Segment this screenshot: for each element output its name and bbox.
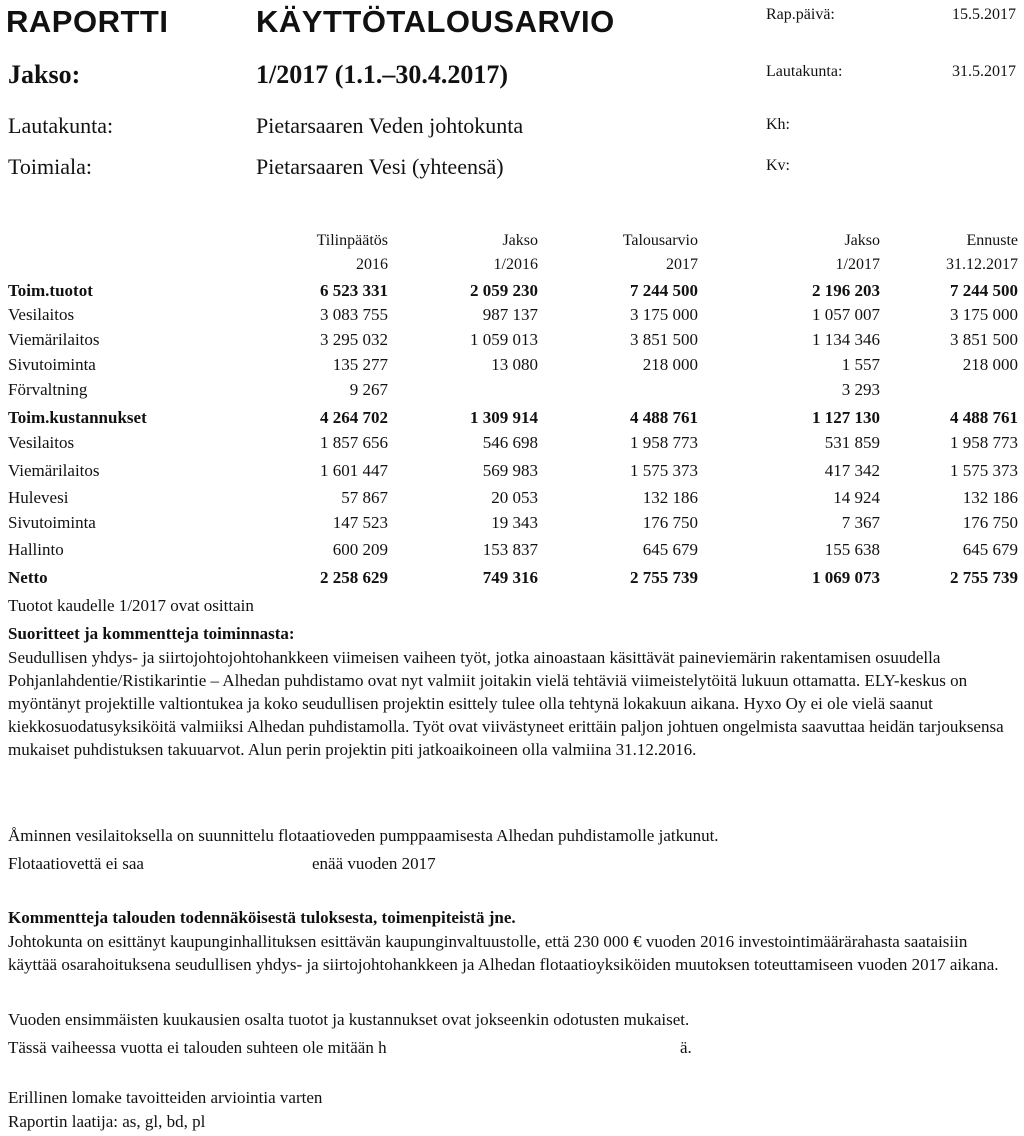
row-label: Viemärilaitos bbox=[8, 461, 100, 480]
table-note: Tuotot kaudelle 1/2017 ovat osittain bbox=[8, 596, 254, 615]
table-row bbox=[0, 431, 1024, 455]
cell: 153 837 bbox=[482, 540, 538, 559]
cell: 135 277 bbox=[332, 355, 388, 374]
cell: 3 295 032 bbox=[320, 330, 388, 349]
activities-paragraph: Åminnen vesilaitoksella on suunnittelu flotaatioveden pumppaamisesta Alhedan puhdistamolle jatkunut. bbox=[8, 826, 719, 845]
cell: 20 053 bbox=[491, 488, 538, 507]
report-title: KÄYTTÖTALOUSARVIO bbox=[256, 4, 615, 39]
sector-value: Pietarsaaren Vesi (yhteensä) bbox=[256, 154, 504, 179]
cell: 1 601 447 bbox=[320, 461, 388, 480]
cell: 3 083 755 bbox=[320, 305, 388, 324]
col-header-1: Tilinpäätös 2016 bbox=[316, 232, 388, 273]
report-date-label: Rap.päivä: bbox=[766, 6, 835, 23]
cell: 749 316 bbox=[482, 568, 538, 587]
cell: 1 057 007 bbox=[812, 305, 880, 324]
cell: 600 209 bbox=[332, 540, 388, 559]
table-row bbox=[0, 353, 1024, 377]
cell: 2 258 629 bbox=[320, 568, 388, 587]
table-row bbox=[0, 566, 1024, 590]
cell: 1 127 130 bbox=[812, 408, 880, 427]
economy-paragraph: Vuoden ensimmäisten kuukausien osalta tuotot ja kustannukset ovat jokseenkin odotusten mukaiset. bbox=[8, 1010, 690, 1029]
row-label: Viemärilaitos bbox=[8, 330, 100, 349]
cell: 1 575 373 bbox=[630, 461, 698, 480]
cell: 1 309 914 bbox=[470, 408, 538, 427]
cell: 14 924 bbox=[833, 488, 880, 507]
table-row bbox=[0, 511, 1024, 535]
table-row bbox=[0, 406, 1024, 430]
cell: 1 069 073 bbox=[812, 568, 880, 587]
economy-heading: Kommentteja talouden todennäköisestä tuloksesta, toimenpiteistä jne. bbox=[8, 908, 516, 927]
row-label: Toim.kustannukset bbox=[8, 408, 147, 427]
period-value: 1/2017 (1.1.–30.4.2017) bbox=[256, 60, 509, 89]
cell: 218 000 bbox=[962, 355, 1018, 374]
cell: 531 859 bbox=[824, 433, 880, 452]
cell: 1 575 373 bbox=[950, 461, 1018, 480]
row-label: Toim.tuotot bbox=[8, 281, 93, 300]
board-value: Pietarsaaren Veden johtokunta bbox=[256, 113, 524, 138]
table-row bbox=[0, 328, 1024, 352]
row-label: Vesilaitos bbox=[8, 433, 75, 452]
cell: 3 175 000 bbox=[950, 305, 1018, 324]
cell: 3 851 500 bbox=[950, 330, 1018, 349]
cell: 1 557 bbox=[841, 355, 880, 374]
cell: 132 186 bbox=[962, 488, 1018, 507]
cell: 4 488 761 bbox=[950, 408, 1018, 427]
cell: 57 867 bbox=[341, 488, 388, 507]
report-date-value: 15.5.2017 bbox=[952, 6, 1016, 23]
cell: 2 755 739 bbox=[950, 568, 1018, 587]
cell: 147 523 bbox=[332, 513, 388, 532]
economy-partial-text: ä. bbox=[680, 1038, 692, 1057]
row-label: Vesilaitos bbox=[8, 305, 75, 324]
cell: 1 134 346 bbox=[812, 330, 880, 349]
col-header-4: Jakso 1/2017 bbox=[835, 232, 880, 273]
cell: 2 196 203 bbox=[812, 281, 880, 300]
cell: 176 750 bbox=[642, 513, 698, 532]
board-date-label: Lautakunta: bbox=[766, 63, 843, 80]
cell: 4 264 702 bbox=[320, 408, 388, 427]
kh-label: Kh: bbox=[766, 116, 790, 133]
cell: 417 342 bbox=[824, 461, 880, 480]
activities-paragraph: Seudullisen yhdys- ja siirtojohtojohtohankkeen viimeisen vaiheen työt, jotka ainoastaan käsittävät paineviemärin rakentamisen osuudella Pohjanlahdentie/Ristikarintie – Alhedan puhdistamo ovat nyt valmiit joitakin vielä tehtäviä viimeistelytöitä lukuun ottamatta. ELY-keskus on myöntänyt projektille valtiontukea ja koko seudullisen projektin esittely tulee olla tehtynä lokakuun aikana. Hyxo Oy ei ole vielä saanut kiekkosuodatusyksiköitä valmiiksi Alhedan puhdistamolla. Työt ovat viivästyneet erittäin paljon johtuen ongelmista saavuttaa heidän tarjouksensa mukaiset puhdistuksen takuuarvot. Alun perin projektin piti jatkoaikoineen olla valmiina 31.12.2016. bbox=[8, 648, 1004, 759]
col-header-2: Jakso 1/2016 bbox=[493, 232, 538, 273]
cell: 132 186 bbox=[642, 488, 698, 507]
row-label: Netto bbox=[8, 568, 48, 587]
cell: 9 267 bbox=[349, 380, 388, 399]
cell: 3 851 500 bbox=[630, 330, 698, 349]
economy-partial-text: Tässä vaiheessa vuotta ei talouden suhteen ole mitään h bbox=[8, 1038, 387, 1057]
cell: 645 679 bbox=[642, 540, 698, 559]
table-row bbox=[0, 279, 1024, 303]
cell: 6 523 331 bbox=[320, 281, 388, 300]
row-label: Sivutoiminta bbox=[8, 355, 96, 374]
row-label: Sivutoiminta bbox=[8, 513, 96, 532]
table-row bbox=[0, 486, 1024, 510]
sector-label: Toimiala: bbox=[8, 154, 92, 179]
col-header-5: Ennuste 31.12.2017 bbox=[946, 232, 1018, 273]
row-label: Förvaltning bbox=[8, 380, 88, 399]
footer-line: Raportin laatija: as, gl, bd, pl bbox=[8, 1112, 206, 1131]
board-date-value: 31.5.2017 bbox=[952, 63, 1016, 80]
cell: 569 983 bbox=[482, 461, 538, 480]
economy-paragraph: Johtokunta on esittänyt kaupunginhallituksen esittävän kaupunginvaltuustolle, että 230 000 € vuoden 2016 investointimäärärahasta saataisiin käyttää osarahoituksena seudullisen yhdys- ja siirtojohtohankkeen ja Alhedan flotaatioyksiköiden muutoksen toteuttamiseen vuoden 2017 aikana. bbox=[8, 932, 999, 974]
kv-label: Kv: bbox=[766, 157, 790, 174]
cell: 4 488 761 bbox=[630, 408, 698, 427]
cell: 7 367 bbox=[841, 513, 880, 532]
row-label: Hulevesi bbox=[8, 488, 69, 507]
cell: 176 750 bbox=[962, 513, 1018, 532]
cell: 19 343 bbox=[491, 513, 538, 532]
cell: 7 244 500 bbox=[950, 281, 1018, 300]
cell: 7 244 500 bbox=[630, 281, 698, 300]
report-label: RAPORTTI bbox=[6, 4, 169, 39]
activities-heading: Suoritteet ja kommentteja toiminnasta: bbox=[8, 624, 295, 643]
board-label: Lautakunta: bbox=[8, 113, 114, 138]
cell: 3 293 bbox=[841, 380, 880, 399]
cell: 155 638 bbox=[824, 540, 880, 559]
period-label: Jakso: bbox=[8, 60, 81, 89]
table-row bbox=[0, 459, 1024, 483]
cell: 2 755 739 bbox=[630, 568, 698, 587]
cell: 1 958 773 bbox=[950, 433, 1018, 452]
activities-partial-text: Flotaatiovettä ei saa bbox=[8, 854, 144, 873]
col-header-3: Talousarvio 2017 bbox=[622, 232, 698, 273]
cell: 1 857 656 bbox=[320, 433, 388, 452]
table-row bbox=[0, 303, 1024, 327]
cell: 987 137 bbox=[482, 305, 538, 324]
table-row bbox=[0, 538, 1024, 562]
cell: 13 080 bbox=[491, 355, 538, 374]
cell: 645 679 bbox=[962, 540, 1018, 559]
cell: 546 698 bbox=[482, 433, 538, 452]
cell: 218 000 bbox=[642, 355, 698, 374]
footer-line: Erillinen lomake tavoitteiden arviointia varten bbox=[8, 1088, 323, 1107]
cell: 1 059 013 bbox=[470, 330, 538, 349]
cell: 3 175 000 bbox=[630, 305, 698, 324]
activities-partial-text: enää vuoden 2017 bbox=[312, 854, 436, 873]
row-label: Hallinto bbox=[8, 540, 64, 559]
cell: 2 059 230 bbox=[470, 281, 538, 300]
table-row bbox=[0, 378, 1024, 402]
cell: 1 958 773 bbox=[630, 433, 698, 452]
